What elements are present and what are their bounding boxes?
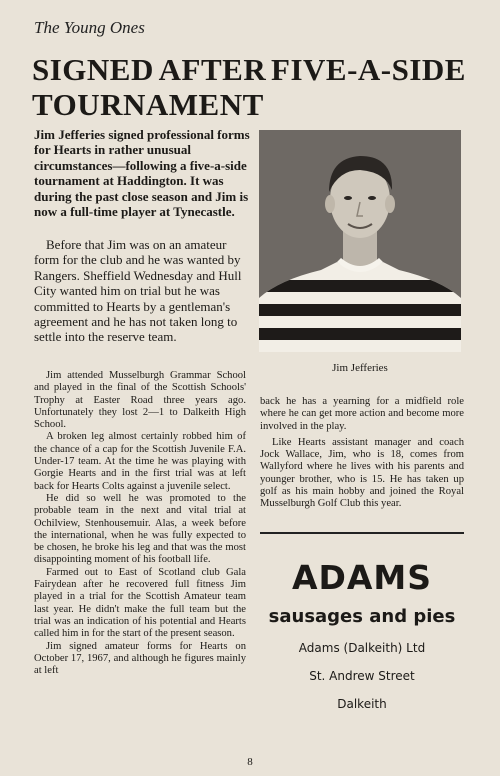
headline-word: FIVE-A-SIDE bbox=[271, 52, 466, 87]
player-photo bbox=[259, 130, 461, 352]
headline-word: AFTER bbox=[158, 52, 267, 87]
article-paragraph: Like Hearts assistant manager and coach Jock Wallace, Jim, who is 18, comes from Wallyford where he lives with his parents and younger brother, who is 15. He has taken up golf as his main hobby and joined the Royal Musselburgh Golf Club this year. bbox=[260, 436, 464, 510]
advert-divider bbox=[260, 532, 464, 534]
advert-street: St. Andrew Street bbox=[309, 669, 415, 683]
advertisement bbox=[260, 560, 464, 711]
headline bbox=[32, 52, 466, 122]
headline-word: SIGNED bbox=[32, 52, 154, 87]
headline-line-2: TOURNAMENT bbox=[32, 87, 264, 122]
intro-bold-paragraph: Jim Jefferies signed professional forms for Hearts in rather unusual circumstances—following a five-a-side tournament at Haddington. It was during the past close season and Jim is now a full-time player at Tynecastle. bbox=[34, 127, 250, 220]
section-title: The Young Ones bbox=[34, 18, 145, 37]
page-number: 8 bbox=[247, 756, 253, 768]
article-paragraph: A broken leg almost certainly robbed him of the chance of a cap for the Scottish Juvenile F.A. Under-17 team. At the time he was playing with Gorgie Hearts and in the first trial was at left back for Hearts Colts against a juvenile select. bbox=[34, 431, 246, 492]
player-photo-image bbox=[259, 130, 461, 352]
advert-town: Dalkeith bbox=[337, 697, 387, 711]
article-left-column bbox=[34, 370, 246, 677]
advert-brand: ADAMS bbox=[291, 558, 433, 597]
headline-line-1 bbox=[32, 52, 466, 87]
article-paragraph: Jim attended Musselburgh Grammar School and played in the final of the Scottish Schools' Trophy at Easter Road three years ago. Unfortunately they lost 2—1 to Dalkeith High School. bbox=[34, 370, 246, 431]
photo-caption: Jim Jefferies bbox=[332, 362, 388, 374]
article-paragraph: Jim signed amateur forms for Hearts on October 17, 1967, and although he figures mainly at left bbox=[34, 640, 246, 677]
article-right-column bbox=[260, 396, 464, 515]
advert-tagline: sausages and pies bbox=[268, 606, 456, 627]
advert-company: Adams (Dalkeith) Ltd bbox=[298, 641, 426, 655]
article-paragraph: back he has a yearning for a midfield role where he can get more action and become more involved in the play. bbox=[260, 396, 464, 432]
article-paragraph: He did so well he was promoted to the probable team in the next and vital trial at Ochilview, Stenhousemuir. Alas, a week before the international, when he was fully expected to be chosen, he broke his leg and that was the most disappointing moment of his football life. bbox=[34, 492, 246, 566]
article-paragraph: Farmed out to East of Scotland club Gala Fairydean after he recovered full fitness Jim played in a trial for the Scottish Amateur team last year. He didn't make the full team but the trial was an indication of his potential and Hearts called him in for the start of the present season. bbox=[34, 566, 246, 640]
intro-paragraph: Before that Jim was on an amateur form for the club and he was wanted by Rangers. Sheffield Wednesday and Hull City wanted him on trial but he was committed to Hearts by a gentleman's agreement and he has not taken long to settle into the reserve team. bbox=[34, 237, 242, 345]
